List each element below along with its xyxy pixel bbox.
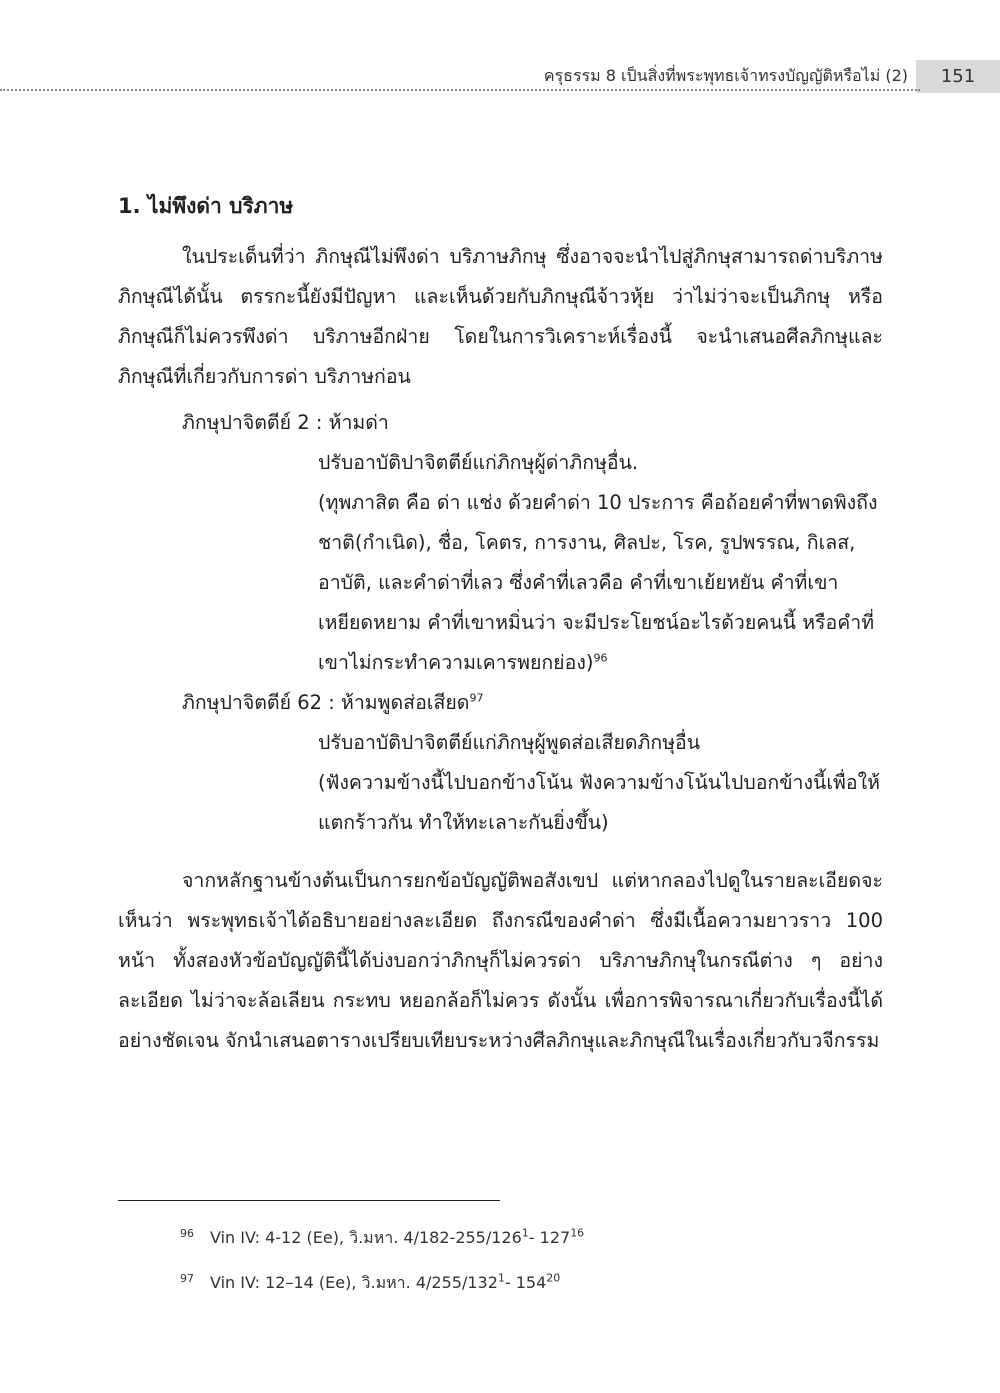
footnote-sup: 20	[546, 1271, 561, 1285]
rule-note: (ฟังความข้างนี้ไปบอกข้างโน้น ฟังความข้างโน้นไปบอกข้างนี้เพื่อให้แตกร้าวกัน ทำให้ทะเลาะกันยิ่งขึ้น)	[318, 771, 880, 834]
footnote-96	[180, 1226, 584, 1251]
footnote-text: Vin IV: 4-12 (Ee), วิ.มหา. 4/182-255/126	[210, 1228, 522, 1247]
footnote-sup: 16	[570, 1226, 585, 1240]
running-header-title: ครุธรรม 8 เป็นสิ่งที่พระพุทธเจ้าทรงบัญญัติหรือไม่ (2)	[543, 66, 908, 85]
footnote-ref: 97	[469, 691, 484, 705]
rule-title-text: ภิกษุปาจิตตีย์ 2 : ห้ามด่า	[182, 411, 389, 434]
footnote-text: Vin IV: 12–14 (Ee), วิ.มหา. 4/255/132	[210, 1273, 498, 1292]
main-content	[118, 190, 883, 1061]
footnote-sup: 1	[521, 1226, 529, 1240]
footnote-number: 97	[180, 1271, 194, 1285]
intro-paragraph: ในประเด็นที่ว่า ภิกษุณีไม่พึงด่า บริภาษภิกษุ ซึ่งอาจจะนำไปสู่ภิกษุสามารถด่าบริภาษ ภิกษุณีได้นั้น ตรรกะนี้ยังมีปัญหา และเห็นด้วยกับภิกษุณีจ้าวหุ้ย ว่าไม่ว่าจะเป็นภิกษุ หรือภิกษุณีก็ไม่ควรพึงด่า บริภาษอีกฝ่าย โดยในการวิเคราะห์เรื่องนี้ จะนำเสนอศีลภิกษุและภิกษุณีที่เกี่ยวกับการด่า บริภาษก่อน	[118, 245, 883, 388]
footnote-text: - 154	[504, 1273, 547, 1292]
header-dotted-rule	[0, 89, 920, 91]
page-number: 151	[916, 60, 1000, 93]
conclusion-paragraph: จากหลักฐานข้างต้นเป็นการยกข้อบัญญัติพอสังเขป แต่หากลองไปดูในรายละเอียดจะเห็นว่า พระพุทธเจ้าได้อธิบายอย่างละเอียด ถึงกรณีของคำด่า ซึ่งมีเนื้อความยาวราว 100 หน้า ทั้งสองหัวข้อบัญญัตินี้ได้บ่งบอกว่าภิกษุก็ไม่ควรด่า บริภาษภิกษุในกรณีต่าง ๆ อย่างละเอียด ไม่ว่าจะล้อเลียน กระทบ หยอกล้อก็ไม่ควร ดังนั้น เพื่อการพิจารณาเกี่ยวกับเรื่องนี้ได้อย่างชัดเจน จักนำเสนอตารางเปรียบเทียบระหว่างศีลภิกษุและภิกษุณีในเรื่องเกี่ยวกับวจีกรรม	[118, 869, 883, 1052]
rule-block-2	[118, 683, 883, 843]
footnote-number: 96	[180, 1226, 194, 1240]
rule-body: ปรับอาบัติปาจิตตีย์แก่ภิกษุผู้ด่าภิกษุอื่น.	[318, 451, 639, 474]
section-heading: 1. ไม่พึงด่า บริภาษ	[118, 194, 294, 218]
footnote-sup: 1	[497, 1271, 505, 1285]
rule-block-1	[118, 403, 883, 683]
footnote-97	[180, 1271, 560, 1296]
footnote-ref: 96	[593, 651, 608, 665]
footnote-text: - 127	[528, 1228, 571, 1247]
rule-note	[318, 483, 883, 683]
rule-title-text: ภิกษุปาจิตตีย์ 62 : ห้ามพูดส่อเสียด	[182, 691, 470, 714]
rule-body: ปรับอาบัติปาจิตตีย์แก่ภิกษุผู้พูดส่อเสียดภิกษุอื่น	[318, 731, 701, 754]
rule-title	[182, 403, 883, 443]
rule-title	[182, 683, 883, 723]
footnote-separator	[118, 1200, 500, 1201]
rule-note-text: (ทุพภาสิต คือ ด่า แช่ง ด้วยคำด่า 10 ประการ คือถ้อยคำที่พาดพิงถึงชาติ(กำเนิด), ชื่อ, โคตร, การงาน, ศิลปะ, โรค, รูปพรรณ, กิเลส, อาบัติ, และคำด่าที่เลว ซึ่งคำที่เลวคือ คำที่เขาเย้ยหยัน คำที่เขาเหยียดหยาม คำที่เขาหมิ่นว่า จะมีประโยชน์อะไรด้วยคนนี้ หรือคำที่เขาไม่กระทำความเคารพยกย่อง)	[318, 491, 878, 674]
